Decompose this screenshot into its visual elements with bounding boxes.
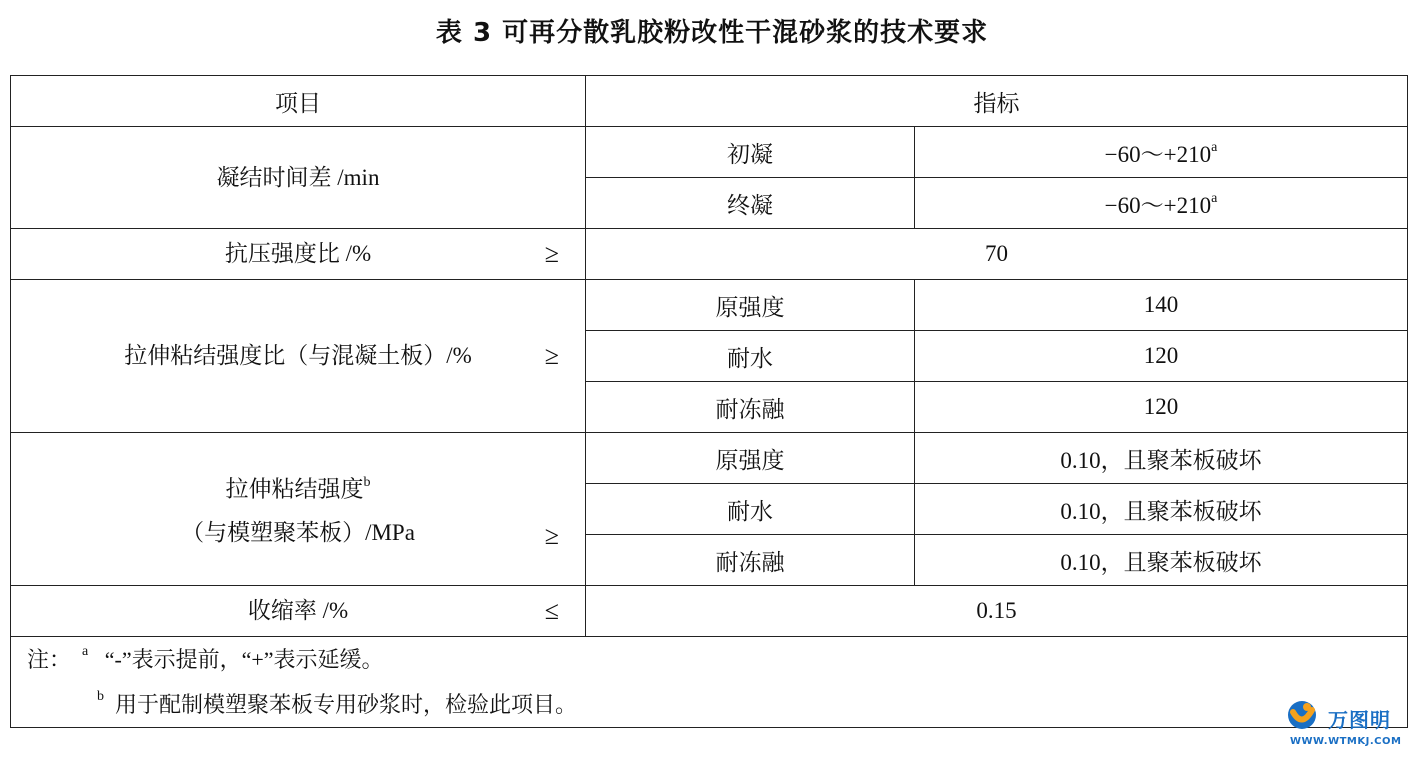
sub-item-name: 原强度 [586, 280, 915, 331]
note-a: 注： $^a$ “-”表示提前，“+”表示延缓。 [27, 644, 384, 672]
sub-item-name: 终凝 [586, 178, 915, 229]
table-row [11, 586, 1408, 637]
sub-item-value: $-60\sim+210^a$ [915, 127, 1408, 178]
sub-item-name: 耐水 [586, 331, 915, 382]
operator-symbol: ≤ [544, 596, 559, 625]
shrinkage-value: 0.15 [586, 586, 1408, 637]
sub-item-value: 0.10，且聚苯板破坏 [915, 484, 1408, 535]
tensile-eps-label: 拉伸粘结强度$^b$ （与模塑聚苯板）/MPa [181, 474, 415, 546]
table-row [11, 127, 1408, 178]
setting-time-label: 凝结时间差 /min [216, 164, 380, 190]
compressive-label-cell [11, 229, 586, 280]
sub-item-name: 原强度 [586, 433, 915, 484]
spec-table [10, 75, 1408, 728]
shrinkage-label: 收缩率 /% [247, 598, 349, 623]
compressive-value: 70 [586, 229, 1408, 280]
sub-item-value: $-60\sim+210^a$ [915, 178, 1408, 229]
sub-item-value: 140 [915, 280, 1408, 331]
notes-row [11, 637, 1408, 728]
table-row [11, 433, 1408, 484]
sub-item-value: 120 [915, 331, 1408, 382]
operator-symbol: ≥ [544, 239, 559, 268]
sub-item-value: 0.10，且聚苯板破坏 [915, 433, 1408, 484]
notes-cell [11, 637, 1408, 728]
watermark-name: 万图明 [1328, 708, 1391, 732]
note-b: $^b$ 用于配制模塑聚苯板专用砂浆时，检验此项目。 [97, 689, 578, 717]
table-row [11, 280, 1408, 331]
header-row [11, 76, 1408, 127]
operator-symbol: ≥ [544, 341, 559, 370]
table-title: 表 3 可再分散乳胶粉改性干混砂浆的技术要求 [435, 18, 989, 48]
tensile-concrete-label: 拉伸粘结强度比（与混凝土板）/% [124, 343, 472, 368]
tensile-eps-label-cell [11, 433, 586, 586]
setting-time-label-cell [11, 127, 586, 229]
operator-symbol: ≥ [544, 521, 559, 551]
header-item: 项目 [11, 76, 586, 127]
shrinkage-label-cell [11, 586, 586, 637]
header-indicator: 指标 [586, 76, 1408, 127]
sub-item-name: 耐水 [586, 484, 915, 535]
compressive-label: 抗压强度比 /% [224, 241, 372, 266]
sub-item-name: 耐冻融 [586, 535, 915, 586]
watermark-url: WWW.WTMKJ.COM [1290, 736, 1402, 747]
tensile-concrete-label-cell [11, 280, 586, 433]
sub-item-value: 120 [915, 382, 1408, 433]
sub-item-name: 耐冻融 [586, 382, 915, 433]
table-row [11, 229, 1408, 280]
sub-item-name: 初凝 [586, 127, 915, 178]
sub-item-value: 0.10，且聚苯板破坏 [915, 535, 1408, 586]
